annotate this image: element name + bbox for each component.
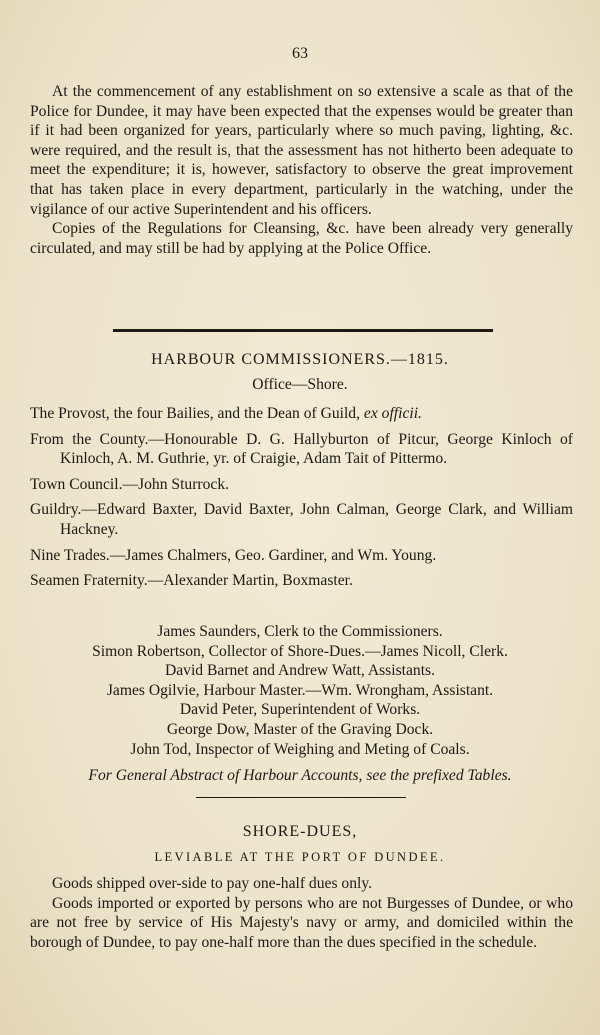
member-entry: Nine Trades.—James Chalmers, Geo. Gardiner, and Wm. Young. — [30, 546, 437, 564]
harbour-abstract-note: For General Abstract of Harbour Accounts, see the prefixed Tables. — [88, 767, 512, 784]
staff-line: James Saunders, Clerk to the Commissioners. — [157, 623, 443, 640]
provost-text: The Provost, the four Bailies, and the Dean of Guild, — [30, 405, 364, 422]
dues-paragraph: Goods shipped over-side to pay one-half dues only. — [52, 875, 373, 892]
provost-italic: ex officii. — [363, 405, 422, 422]
staff-line: David Barnet and Andrew Watt, Assistants. — [164, 662, 435, 680]
harbour-title: HARBOUR COMMISSIONERS.—1815. — [151, 351, 449, 368]
harbour-members — [30, 404, 573, 597]
page-number: 63 — [292, 45, 308, 62]
police-intro — [30, 82, 573, 258]
shore-dues-title: SHORE-DUES, — [242, 823, 358, 840]
harbour-office: Office—Shore. — [252, 376, 348, 393]
section-divider-thin — [196, 797, 406, 798]
intro-paragraph: Copies of the Regulations for Cleansing, &c. have been already very generally circulated, and may still be had by applying at the Police Office. — [30, 220, 573, 257]
provost-entry — [30, 404, 573, 424]
harbour-staff-list — [0, 622, 600, 759]
staff-line: George Dow, Master of the Graving Dock. — [166, 720, 434, 738]
member-entry: Seamen Fraternity.—Alexander Martin, Boxmaster. — [30, 572, 353, 590]
shore-dues-subtitle: LEVIABLE AT THE PORT OF DUNDEE. — [154, 850, 446, 864]
staff-line: Simon Robertson, Collector of Shore-Dues.—James Nicoll, Clerk. — [92, 642, 508, 660]
staff-line: David Peter, Superintendent of Works. — [179, 701, 421, 719]
staff-line: James Ogilvie, Harbour Master.—Wm. Wrongham, Assistant. — [106, 681, 494, 699]
member-entry: Guildry.—Edward Baxter, David Baxter, John Calman, George Clark, and William Hackney. — [30, 501, 573, 538]
shore-dues-body — [30, 874, 573, 952]
member-entry: Town Council.—John Sturrock. — [30, 475, 230, 493]
intro-paragraph: At the commencement of any establishment on so extensive a scale as that of the Police for Dundee, it may have been expected that the expenses would be greater than if it had been organized for years, particularly where so much paving, lighting, &c. were required, and the result is, that the assessment has not hitherto been adequate to meet the expenditure; it is, however, satisfactory to observe the great improvement that has taken place in every department, particularly in the watching, under the vigilance of our active Superintendent and his officers. — [30, 83, 573, 218]
member-entry: From the County.—Honourable D. G. Hallyburton of Pitcur, George Kinloch of Kinloch, A. M. Guthrie, yr. of Craigie, Adam Tait of Pittermo. — [30, 430, 573, 468]
section-divider-thick — [113, 329, 493, 332]
staff-line: John Tod, Inspector of Weighing and Meting of Coals. — [130, 740, 470, 758]
dues-paragraph: Goods imported or exported by persons who are not Burgesses of Dundee, or who are not free by service of His Majesty's navy or army, and domiciled within the borough of Dundee, to pay one-half more than the dues specified in the schedule. — [30, 894, 573, 951]
